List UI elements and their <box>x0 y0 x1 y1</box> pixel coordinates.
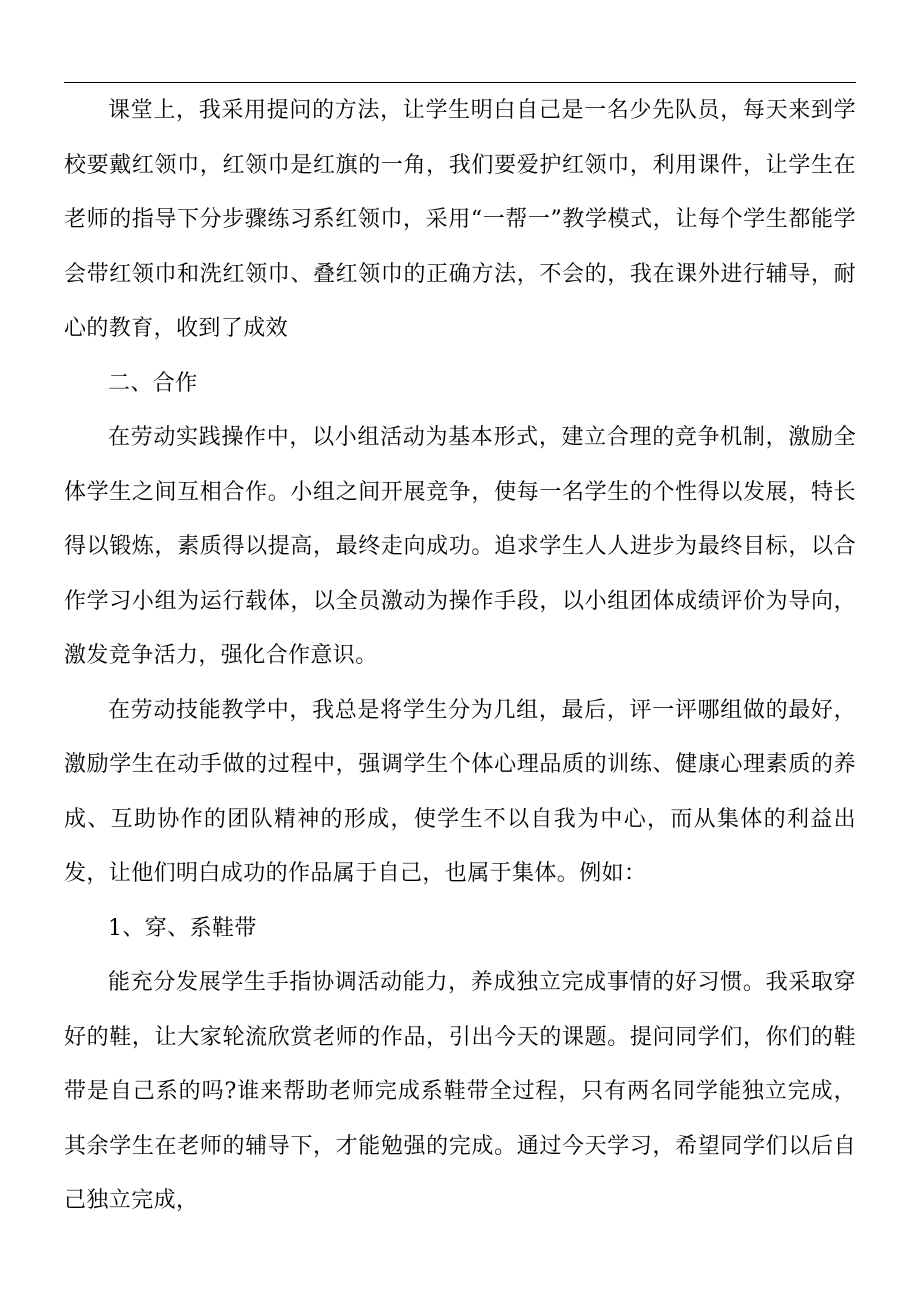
section-heading-cooperation: 二、合作 <box>108 370 198 396</box>
paragraph-labor-skills-teaching: 在劳动技能教学中，我总是将学生分为几组，最后，评一评哪组做的最好，激励学生在动手做的过程中，强调学生个体心理品质的训练、健康心理素质的养成、互助协作的团队精神的形成，使学生不以自我为中心，而从集体的利益出发，让他们明白成功的作品属于自己，也属于集体。例如： <box>64 697 856 886</box>
subheading-shoelaces: 1、穿、系鞋带 <box>108 915 257 941</box>
paragraph-classroom-questioning: 课堂上，我采用提问的方法，让学生明白自己是一名少先队员，每天来到学校要戴红领巾，红领巾是红旗的一角，我们要爱护红领巾，利用课件，让学生在老师的指导下分步骤练习系红领巾，采用“一帮一”教学模式，让每个学生都能学会带红领巾和洗红领巾、叠红领巾的正确方法，不会的，我在课外进行辅导，耐心的教育，收到了成效 <box>64 98 856 341</box>
document-body <box>64 84 856 1229</box>
paragraph-group-competition: 在劳动实践操作中，以小组活动为基本形式，建立合理的竞争机制，激励全体学生之间互相合作。小组之间开展竞争，使每一名学生的个性得以发展，特长得以锻炼，素质得以提高，最终走向成功。追求学生人人进步为最终目标，以合作学习小组为运行载体，以全员激动为操作手段，以小组团体成绩评价为导向，激发竞争活力，强化合作意识。 <box>64 425 856 668</box>
paragraph-shoelace-lesson: 能充分发展学生手指协调活动能力，养成独立完成事情的好习惯。我采取穿好的鞋，让大家轮流欣赏老师的作品，引出今天的课题。提问同学们，你们的鞋带是自己系的吗?谁来帮助老师完成系鞋带全过程，只有两名同学能独立完成，其余学生在老师的辅导下，才能勉强的完成。通过今天学习，希望同学们以后自己独立完成， <box>64 970 856 1213</box>
header-rule <box>64 82 856 83</box>
